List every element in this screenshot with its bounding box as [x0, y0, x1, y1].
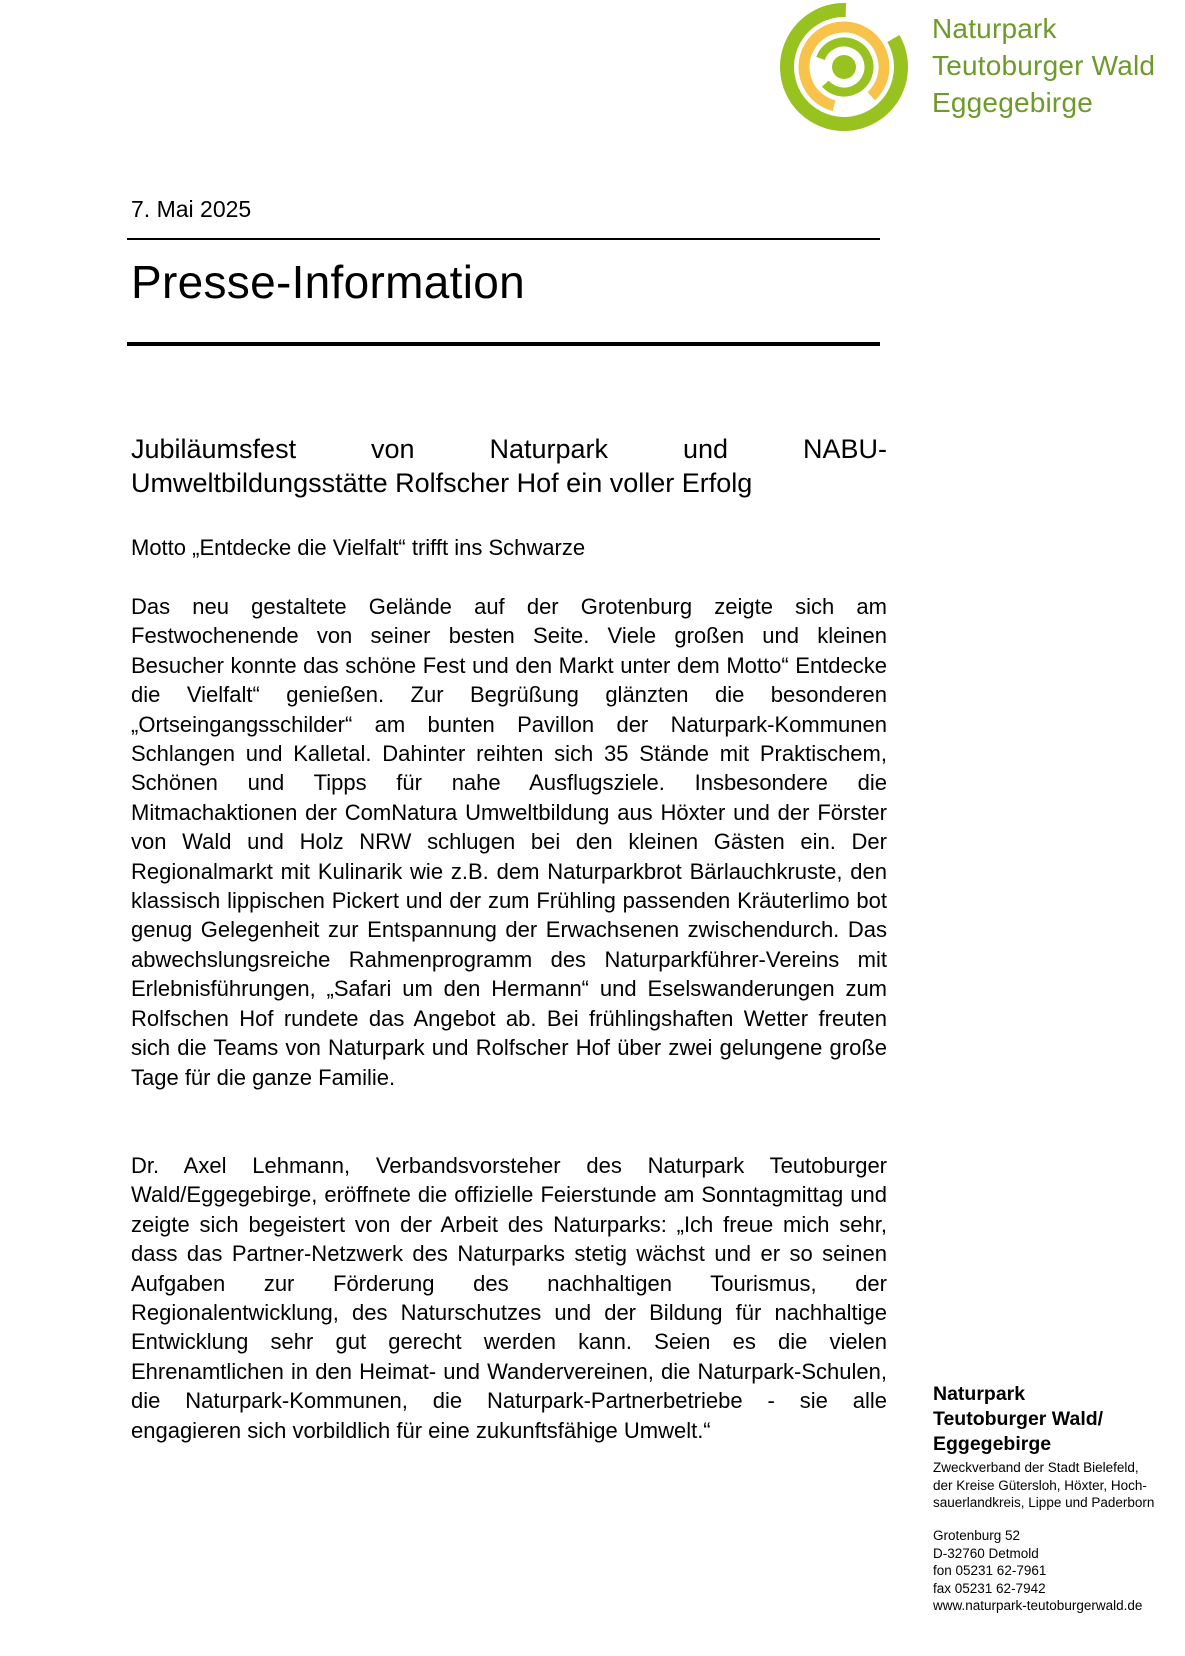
fax-number: fax 05231 62-7942 [933, 1580, 1046, 1596]
page-title: Presse-Information [131, 256, 525, 308]
article-headline [131, 432, 887, 500]
org-description-line: Zweckverband der Stadt Bielefeld, [933, 1460, 1139, 1475]
body-paragraph-1: Das neu gestaltete Gelände auf der Grotenburg zeigte sich am Festwochenende von seiner besten Seite. Viele großen und kleinen Besucher konnte das schöne Fest und den Markt unter dem Motto“ Entdecke die Vielfalt“ genießen. Zur Begrüßung glänzten die besonderen „Ortseingangsschilder“ am bunten Pavillon der Naturpark-Kommunen Schlangen und Kalletal. Dahinter reihten sich 35 Stände mit Praktischem, Schönen und Tipps für nahe Ausflugsziele. Insbesondere die Mitmachaktionen der ComNatura Umweltbildung aus Höxter und der Förster von Wald und Holz NRW schlugen bei den kleinen Gästen ein. Der Regionalmarkt mit Kulinarik wie z.B. dem Naturparkbrot Bärlauchkruste, den klassisch lippischen Pickert und der zum Frühling passenden Kräuterlimo bot genug Gelegenheit zur Entspannung der Erwachsenen zwischendurch. Das abwechslungsreiche Rahmenprogramm des Naturparkführer-Vereins mit Erlebnisführungen, „Safari um den Hermann“ und Eselswanderungen zum Rolfschen Hof rundete das Angebot ab. Bei frühlingshaften Wetter freuten sich die Teams von Naturpark und Rolfscher Hof über zwei gelungene große Tage für die ganze Familie. [131, 594, 887, 1090]
contact-address [933, 1527, 1142, 1615]
header-divider-thick [127, 342, 880, 346]
headline-line-2: Umweltbildungsstätte Rolfscher Hof ein voller Erfolg [131, 468, 753, 498]
logo-line-2: Teutoburger Wald [932, 50, 1156, 81]
org-name-line: Naturpark [933, 1383, 1026, 1405]
website-link[interactable]: www.naturpark-teutoburgerwald.de [933, 1598, 1143, 1613]
headline-word: von [371, 434, 415, 464]
organization-description [933, 1459, 1183, 1512]
headline-word: Naturpark [489, 434, 609, 464]
headline-word: NABU- [802, 434, 887, 464]
logo-wordmark [932, 10, 1155, 121]
org-description-line: der Kreise Gütersloh, Höxter, Hoch- [933, 1477, 1147, 1493]
header-divider-thin [127, 238, 880, 240]
headline-word: und [682, 434, 729, 464]
naturpark-logo-icon [776, 0, 913, 134]
org-name-line: Teutoburger Wald/ [933, 1408, 1104, 1430]
address-city: D-32760 Detmold [933, 1545, 1039, 1561]
organization-info [933, 1382, 1183, 1512]
org-name-line: Eggegebirge [933, 1433, 1052, 1455]
logo-line-1: Naturpark [932, 13, 1057, 44]
phone-number: fon 05231 62-7961 [933, 1563, 1047, 1578]
organization-name [933, 1382, 1183, 1457]
release-date: 7. Mai 2025 [131, 196, 252, 222]
body-paragraph-2: Dr. Axel Lehmann, Verbandsvorsteher des Naturpark Teutoburger Wald/Eggegebirge, eröffnete die offizielle Feierstunde am Sonntagmittag und zeigte sich begeistert von der Arbeit des Naturparks: „Ich freue mich sehr, dass das Partner-Netzwerk des Naturparks stetig wächst und er so seinen Aufgaben zur Förderung des nachhaltigen Tourismus, der Regionalentwicklung, des Naturschutzes und der Bildung für nachhaltige Entwicklung sehr gut gerecht werden kann. Seien es die vielen Ehrenamtlichen in den Heimat- und Wandervereinen, die Naturpark-Schulen, die Naturpark-Kommunen, die Naturpark-Partnerbetriebe - sie alle engagieren sich vorbildlich für eine zukunftsfähige Umwelt.“ [131, 1153, 887, 1443]
headline-line-1 [131, 432, 887, 466]
logo-line-3: Eggegebirge [932, 87, 1093, 118]
headline-word: Jubiläumsfest [131, 434, 297, 464]
org-description-line: sauerlandkreis, Lippe und Paderborn [933, 1495, 1155, 1510]
subheadline-motto: Motto „Entdecke die Vielfalt“ trifft ins Schwarze [131, 535, 586, 560]
address-street: Grotenburg 52 [933, 1528, 1021, 1543]
